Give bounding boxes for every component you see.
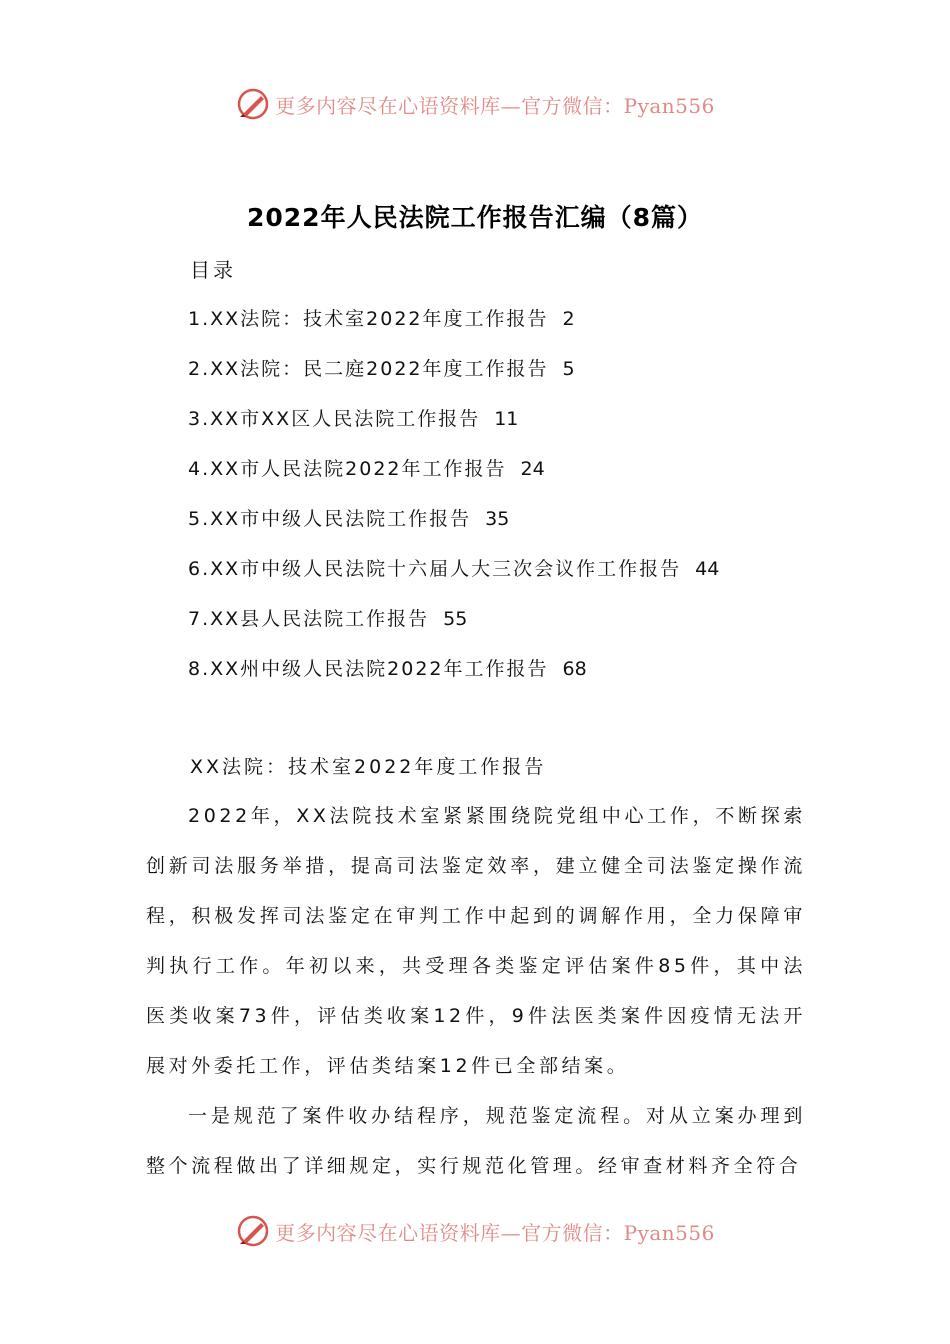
toc-item-page: 24 xyxy=(520,458,545,480)
document-title: 2022年人民法院工作报告汇编（8篇） xyxy=(247,203,703,232)
body-paragraph: 一是规范了案件收办结程序，规范鉴定流程。对从立案办理到整个流程做出了详细规定，实行规范化管理。经审查材料齐全符合 xyxy=(146,1105,806,1177)
toc-item-label: 3.XX市XX区人民法院工作报告 xyxy=(188,408,481,430)
toc-item[interactable] xyxy=(188,604,719,654)
toc-item-page: 55 xyxy=(443,608,468,630)
toc-item[interactable] xyxy=(188,354,719,404)
table-of-contents xyxy=(188,304,719,704)
watermark-banner-top xyxy=(0,82,950,126)
toc-item-label: 5.XX市中级人民法院工作报告 xyxy=(188,508,472,530)
toc-item[interactable] xyxy=(188,654,719,704)
toc-item-page: 35 xyxy=(485,508,510,530)
watermark-text: 更多内容尽在心语资料库—官方微信：Pyan556 xyxy=(275,1220,715,1245)
toc-heading: 目录 xyxy=(190,258,236,282)
toc-item-page: 2 xyxy=(562,308,575,330)
toc-item[interactable] xyxy=(188,404,719,454)
toc-item-label: 7.XX县人民法院工作报告 xyxy=(188,608,430,630)
toc-item[interactable] xyxy=(188,504,719,554)
toc-item-label: 6.XX市中级人民法院十六届人大三次会议作工作报告 xyxy=(188,558,682,580)
pen-logo-icon xyxy=(235,1213,271,1249)
toc-item-page: 11 xyxy=(494,408,519,430)
toc-item[interactable] xyxy=(188,304,719,354)
toc-item-label: 2.XX法院：民二庭2022年度工作报告 xyxy=(188,358,549,380)
body-paragraph: 2022年，XX法院技术室紧紧围绕院党组中心工作，不断探索创新司法服务举措，提高司法鉴定效率，建立健全司法鉴定操作流程，积极发挥司法鉴定在审判工作中起到的调解作用，全力保障审判执行工作。年初以来，共受理各类鉴定评估案件85件，其中法医类收案73件，评估类收案12件，9件法医类案件因疫情无法开展对外委托工作，评估类结案12件已全部结案。 xyxy=(146,805,806,1077)
toc-item-page: 5 xyxy=(562,358,575,380)
section-title: XX法院：技术室2022年度工作报告 xyxy=(190,756,547,778)
toc-item-label: 4.XX市人民法院2022年工作报告 xyxy=(188,458,507,480)
toc-item-page: 68 xyxy=(562,658,587,680)
watermark-banner-bottom xyxy=(0,1209,950,1253)
toc-item[interactable] xyxy=(188,454,719,504)
toc-item-label: 8.XX州中级人民法院2022年工作报告 xyxy=(188,658,549,680)
toc-item[interactable] xyxy=(188,554,719,604)
toc-item-label: 1.XX法院：技术室2022年度工作报告 xyxy=(188,308,549,330)
watermark-text: 更多内容尽在心语资料库—官方微信：Pyan556 xyxy=(275,93,715,118)
toc-item-page: 44 xyxy=(695,558,720,580)
pen-logo-icon xyxy=(235,86,271,122)
